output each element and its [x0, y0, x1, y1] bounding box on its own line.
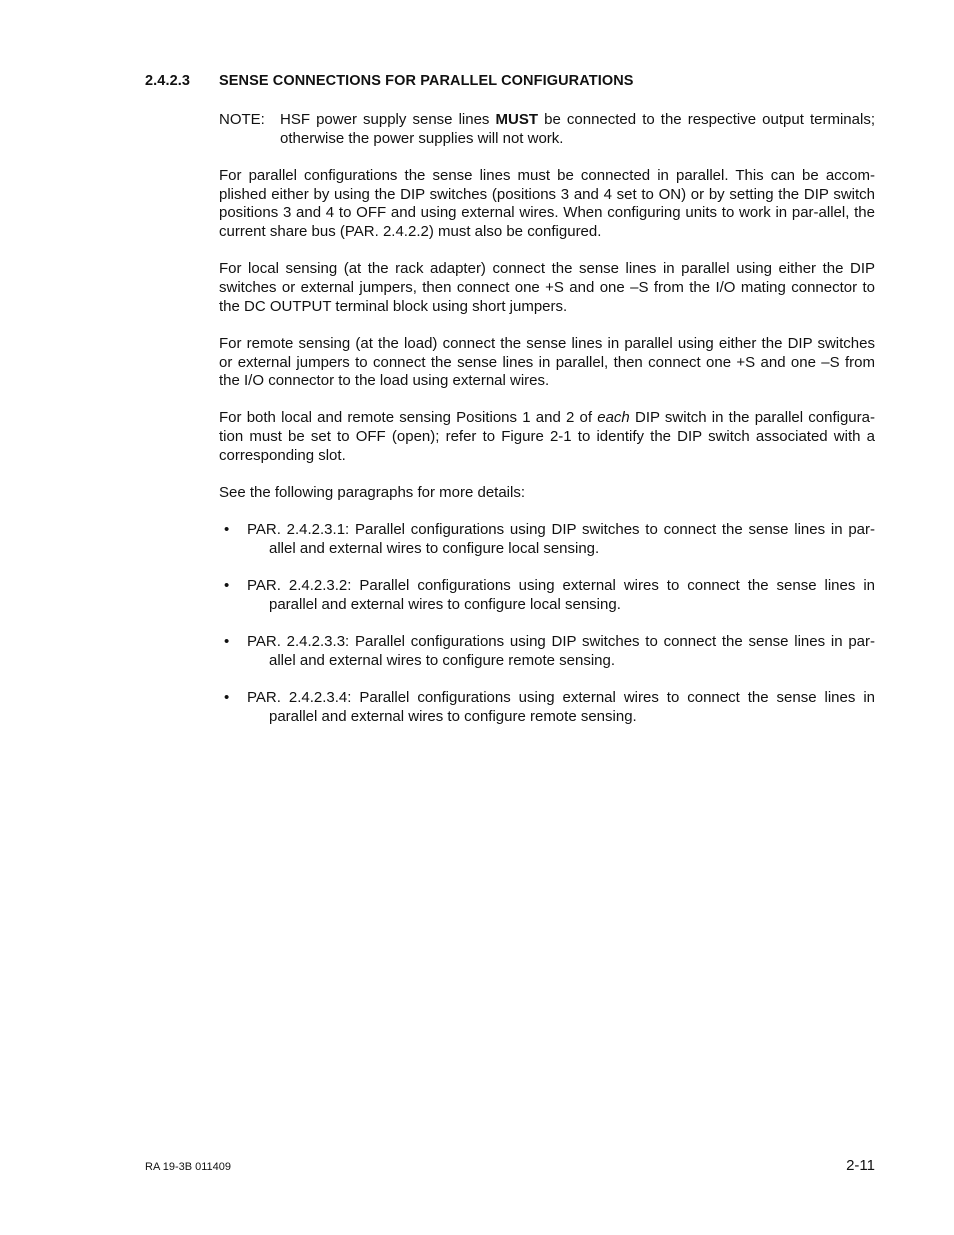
section-title: SENSE CONNECTIONS FOR PARALLEL CONFIGURATIONS — [219, 73, 634, 89]
bullet-icon: • — [224, 688, 230, 706]
list-item-continuation: allel and external wires to configure local sensing. — [269, 539, 600, 557]
bullet-icon: • — [224, 521, 230, 539]
list-item-first-line: PAR. 2.4.2.3.3: Parallel configurations using DIP switches to connect the sense lines in par- — [247, 633, 875, 651]
list-item — [219, 689, 875, 726]
para-each-after: DIP switch in the parallel configura-tion must be set to OFF (open); refer to Figure 2-1 to identify the DIP switch associated with a corresponding slot. — [219, 409, 875, 464]
paragraph-dip-positions — [219, 409, 875, 465]
paragraph-see-following: See the following paragraphs for more details: — [219, 484, 526, 502]
note-emphasis: MUST — [495, 111, 539, 128]
list-item — [219, 633, 875, 670]
para-each-before: For both local and remote sensing Positions 1 and 2 of — [219, 409, 598, 427]
footer-page-number: 2-11 — [846, 1157, 875, 1174]
list-item-first-line: PAR. 2.4.2.3.2: Parallel configurations using external wires to connect the sense lines in — [247, 577, 875, 595]
list-item-continuation: parallel and external wires to configure local sensing. — [269, 595, 621, 613]
list-item-continuation: allel and external wires to configure remote sensing. — [269, 651, 616, 669]
list-item — [219, 577, 875, 614]
note-text — [280, 111, 875, 148]
paragraph-remote-sensing: For remote sensing (at the load) connect the sense lines in parallel using either the DIP switches or external jumpers to connect the sense lines in parallel, then connect one +S and one –S from the I/O connector to the load using external wires. — [219, 334, 875, 390]
section-heading — [145, 73, 634, 89]
list-item-first-line: PAR. 2.4.2.3.1: Parallel configurations using DIP switches to connect the sense lines in par- — [247, 521, 875, 539]
note-text-after: be connected to the respective output terminals; otherwise the power supplies will not work. — [280, 111, 875, 147]
paragraph-parallel-config: For parallel configurations the sense lines must be connected in parallel. This can be accom-plished either by using the DIP switches (positions 3 and 4 set to ON) or by setting the DIP switch positions 3 and 4 to OFF and using external wires. When configuring units to work in par-allel, the current share bus (PAR. 2.4.2.2) must also be configured. — [219, 166, 875, 241]
note-block — [219, 111, 875, 148]
body-text — [219, 111, 875, 745]
list-item-first-line: PAR. 2.4.2.3.4: Parallel configurations using external wires to connect the sense lines in — [247, 688, 875, 706]
footer-doc-id: RA 19-3B 011409 — [145, 1161, 232, 1173]
list-item-continuation: parallel and external wires to configure remote sensing. — [269, 707, 637, 725]
section-number: 2.4.2.3 — [145, 73, 191, 89]
para-each-italic: each — [597, 409, 630, 427]
list-item — [219, 521, 875, 558]
reference-list — [219, 521, 875, 726]
note-label: NOTE: — [219, 111, 265, 128]
bullet-icon: • — [224, 577, 230, 595]
note-text-before: HSF power supply sense lines — [280, 111, 496, 128]
paragraph-local-sensing: For local sensing (at the rack adapter) connect the sense lines in parallel using either the DIP switches or external jumpers, then connect one +S and one –S from the I/O mating connector to the DC OUTPUT terminal block using short jumpers. — [219, 260, 875, 315]
bullet-icon: • — [224, 633, 230, 651]
